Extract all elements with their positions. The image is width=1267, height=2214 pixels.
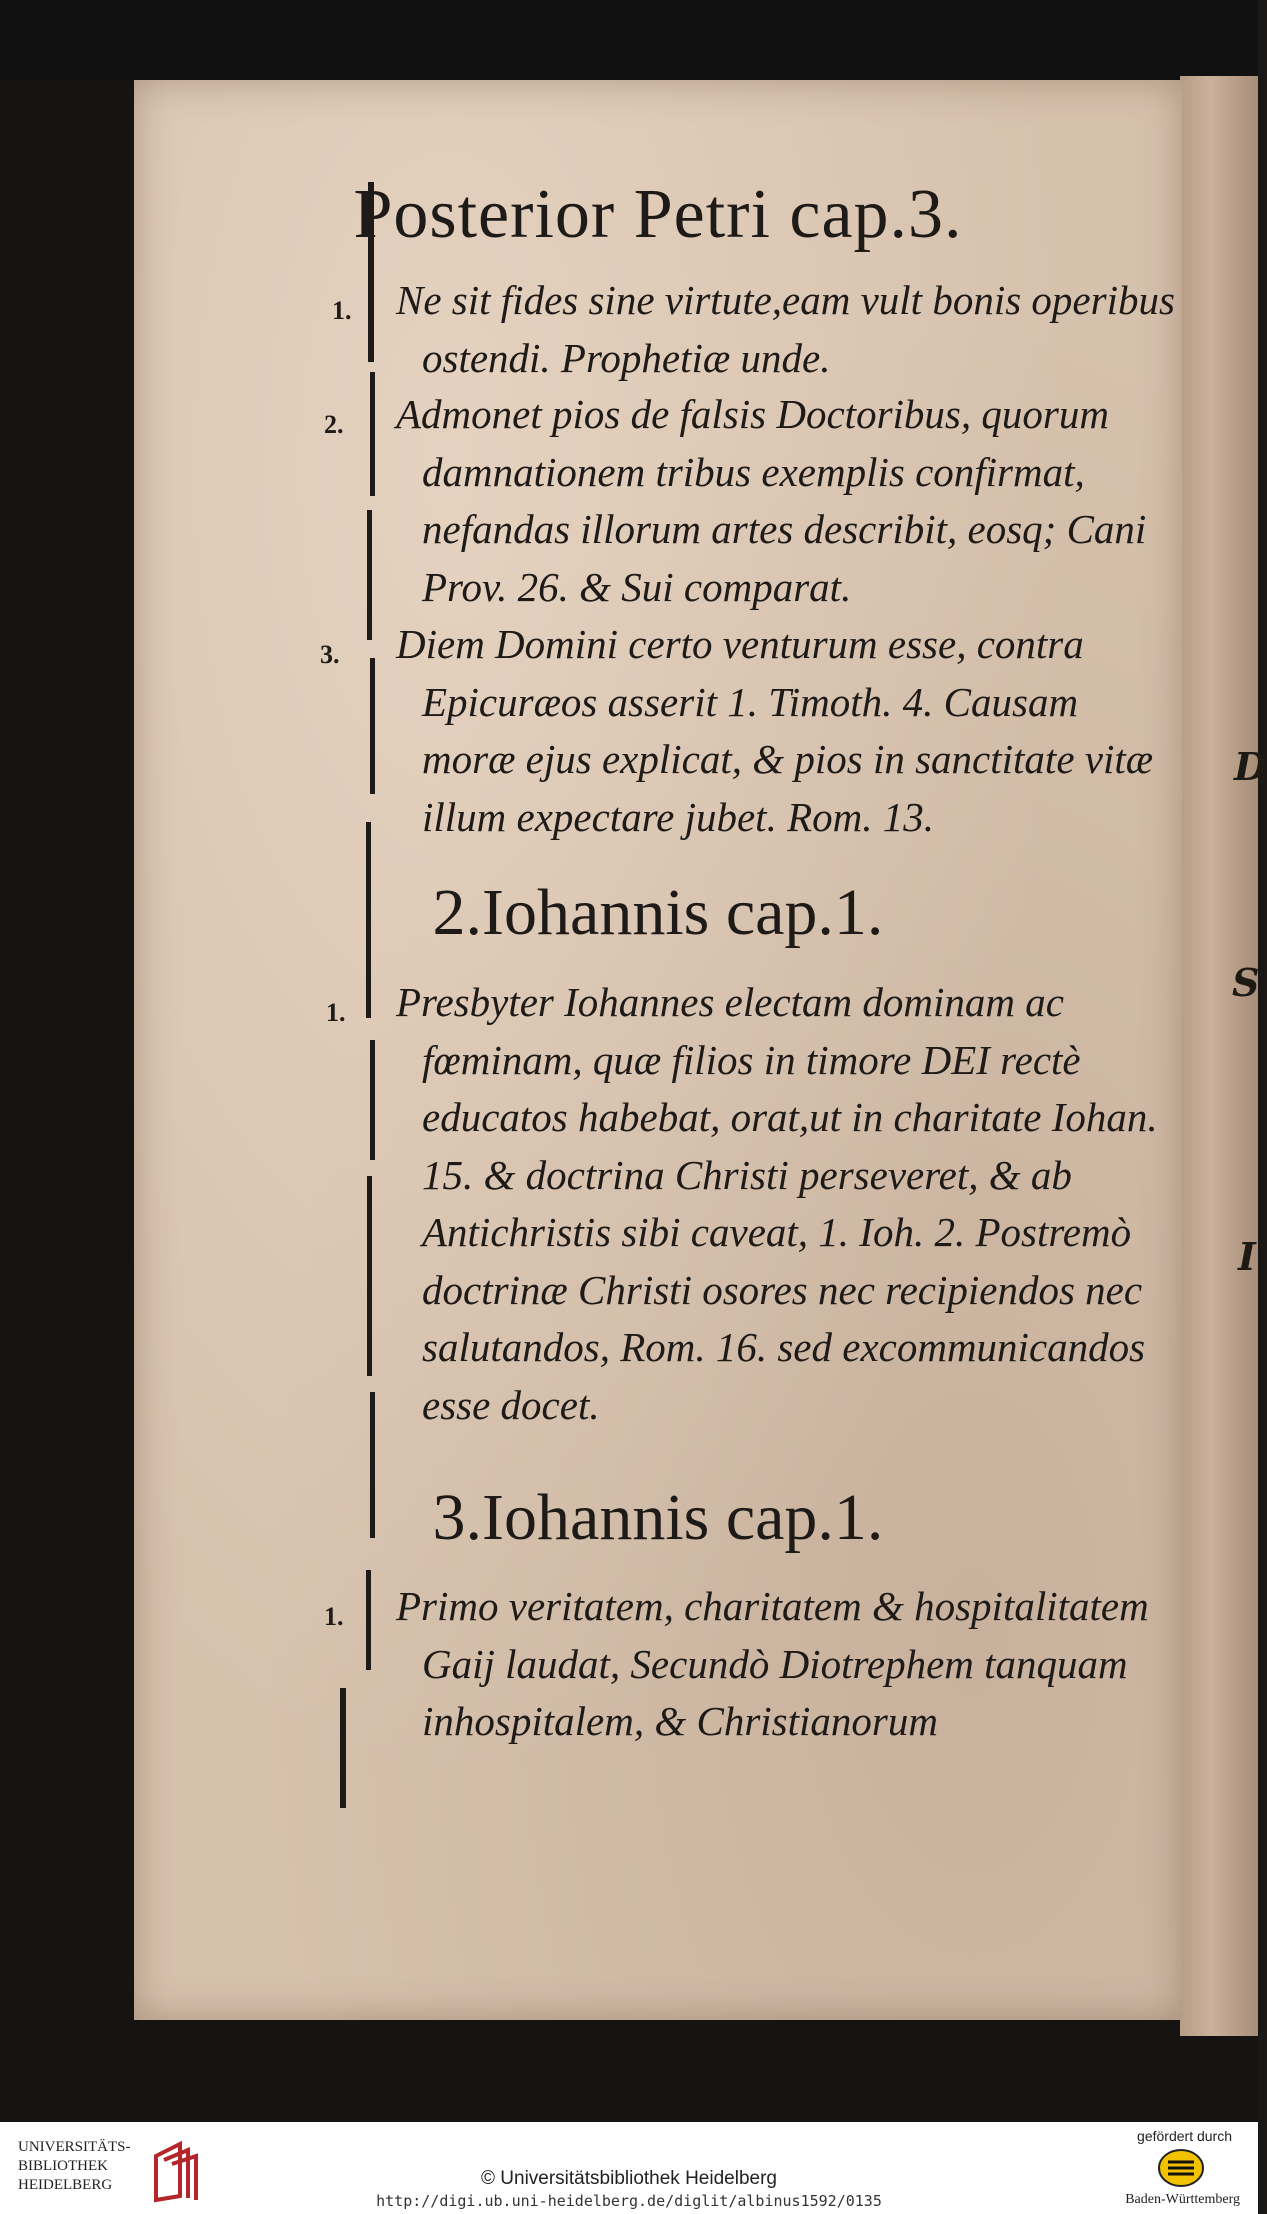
margin-rule: [370, 658, 375, 794]
state-name: Baden-Württemberg: [1125, 2192, 1240, 2207]
heading-2-iohannis: 2.Iohannis cap.1.: [432, 876, 884, 949]
edge-letter: S: [1232, 960, 1260, 1005]
margin-rule: [370, 372, 375, 496]
library-line: UNIVERSITÄTS-: [18, 2139, 131, 2155]
copyright-text: © Universitätsbibliothek Heidelberg: [481, 2168, 777, 2189]
margin-rule: [367, 1176, 372, 1376]
funded-by-label: gefördert durch: [1137, 2128, 1232, 2144]
margin-rule: [340, 1688, 346, 1808]
verse-number: 1.: [324, 1602, 344, 1631]
verse-number: 2.: [324, 410, 344, 439]
heading-posterior-petri: Posterior Petri cap.3.: [353, 176, 963, 253]
baden-wuerttemberg-logo-icon: [1156, 2148, 1206, 2188]
edge-letter: I: [1238, 1234, 1256, 1279]
facing-page-edge: [1180, 76, 1267, 2036]
verse-number: 3.: [320, 640, 340, 669]
margin-rule: [367, 510, 372, 640]
paragraph: Diem Domini certo venturum esse, contra Epicuræos asserit 1. Timoth. 4. Causam moræ ejus explicat, & pios in sanctitate vitæ illum expectare jubet. Rom. 13.: [396, 621, 1154, 840]
paragraph: Admonet pios de falsis Doctoribus, quorum damnationem tribus exemplis confirmat, nefandas illorum artes describit, eosq; Cani Prov. 26. & Sui comparat.: [396, 391, 1147, 610]
library-line: BIBLIOTHEK: [18, 2158, 108, 2174]
paragraph: Presbyter Iohannes electam dominam ac fœminam, quæ filios in timore DEI rectè educatos habebat, orat,ut in charitate Iohan. 15. & doctrina Christi perseveret, & ab Antichristis sibi caveat, 1. Ioh. 2. Postremò doctrinæ Christi osores nec recipiendos nec salutandos, Rom. 16. sed excommunicandos esse docet.: [396, 979, 1158, 1428]
footer-bar: [0, 2122, 1258, 2214]
paragraph: Primo veritatem, charitatem & hospitalitatem Gaij laudat, Secundò Diotrephem tanquam inhospitalem, & Christianorum: [396, 1583, 1149, 1744]
heading-3-iohannis: 3.Iohannis cap.1.: [432, 1481, 884, 1554]
paragraph: Ne sit fides sine virtute,eam vult bonis operibus ostendi. Prophetiæ unde.: [396, 277, 1175, 381]
scan-top-border: [0, 0, 1258, 80]
margin-rule: [366, 1570, 371, 1670]
book-page: [134, 80, 1182, 2020]
margin-rule: [370, 1040, 375, 1160]
edge-letter: D: [1234, 744, 1267, 789]
permalink[interactable]: http://digi.ub.uni-heidelberg.de/diglit/albinus1592/0135: [376, 2192, 882, 2210]
verse-number: 1.: [326, 998, 346, 1027]
verse-number: 1.: [332, 296, 352, 325]
library-line: HEIDELBERG: [18, 2177, 113, 2193]
